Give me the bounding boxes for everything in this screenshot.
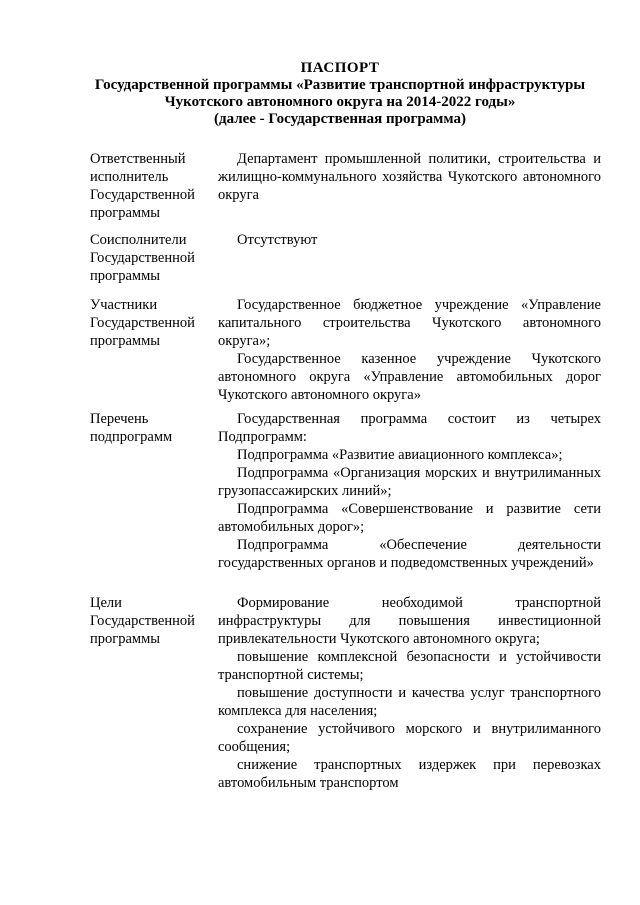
row-label-subprograms: Перечень подпрограмм — [90, 411, 173, 445]
row-label-participants: Участники Государственной программы — [90, 297, 195, 349]
row-paragraph: Формирование необходимой транспортной инфраструктуры для повышения инвестиционной привлекательности Чукотского автономного округа; — [218, 595, 601, 647]
row-paragraph: сохранение устойчивого морского и внутрилиманного сообщения; — [218, 721, 601, 755]
program-title-line-2: Чукотского автономного округа на 2014-2022 годы» — [164, 94, 516, 110]
row-paragraph: Государственное бюджетное учреждение «Управление капитального строительства Чукотского автономного округа»; — [218, 297, 601, 349]
row-paragraph: Департамент промышленной политики, строительства и жилищно-коммунального хозяйства Чукотского автономного округа — [218, 151, 601, 203]
row-paragraph: Подпрограмма «Развитие авиационного комплекса»; — [237, 447, 563, 463]
row-content-responsible — [218, 150, 601, 204]
row-content-participants — [218, 296, 601, 404]
row-paragraph: Отсутствуют — [237, 232, 318, 248]
row-label-goals: Цели Государственной программы — [90, 595, 195, 647]
row-paragraph: повышение комплексной безопасности и устойчивости транспортной системы; — [218, 649, 601, 683]
row-paragraph: Государственная программа состоит из четырех Подпрограмм: — [218, 411, 601, 445]
row-content-co-executors — [218, 231, 601, 249]
row-paragraph: снижение транспортных издержек при перевозках автомобильным транспортом — [218, 757, 601, 791]
row-content-goals — [218, 594, 601, 792]
row-paragraph: Государственное казенное учреждение Чукотского автономного округа «Управление автомобильных дорог Чукотского автономного округа» — [218, 351, 601, 403]
program-title-line-1: Государственной программы «Развитие транспортной инфраструктуры — [94, 77, 586, 93]
row-paragraph: Подпрограмма «Организация морских и внутрилиманных грузопассажирских линий»; — [218, 465, 601, 499]
program-title-line-3: (далее - Государственная программа) — [213, 111, 466, 127]
row-paragraph: Подпрограмма «Обеспечение деятельности государственных органов и подведомственных учреждений» — [218, 537, 601, 571]
row-label-responsible: Ответственный исполнитель Государственной программы — [90, 151, 195, 221]
passport-title: ПАСПОРТ — [300, 60, 380, 76]
passport-header — [60, 60, 620, 128]
row-paragraph: Подпрограмма «Совершенствование и развитие сети автомобильных дорог»; — [218, 501, 601, 535]
row-paragraph: повышение доступности и качества услуг транспортного комплекса для населения; — [218, 685, 601, 719]
row-label-co-executors: Соисполнители Государственной программы — [90, 232, 195, 284]
row-content-subprograms — [218, 410, 601, 572]
